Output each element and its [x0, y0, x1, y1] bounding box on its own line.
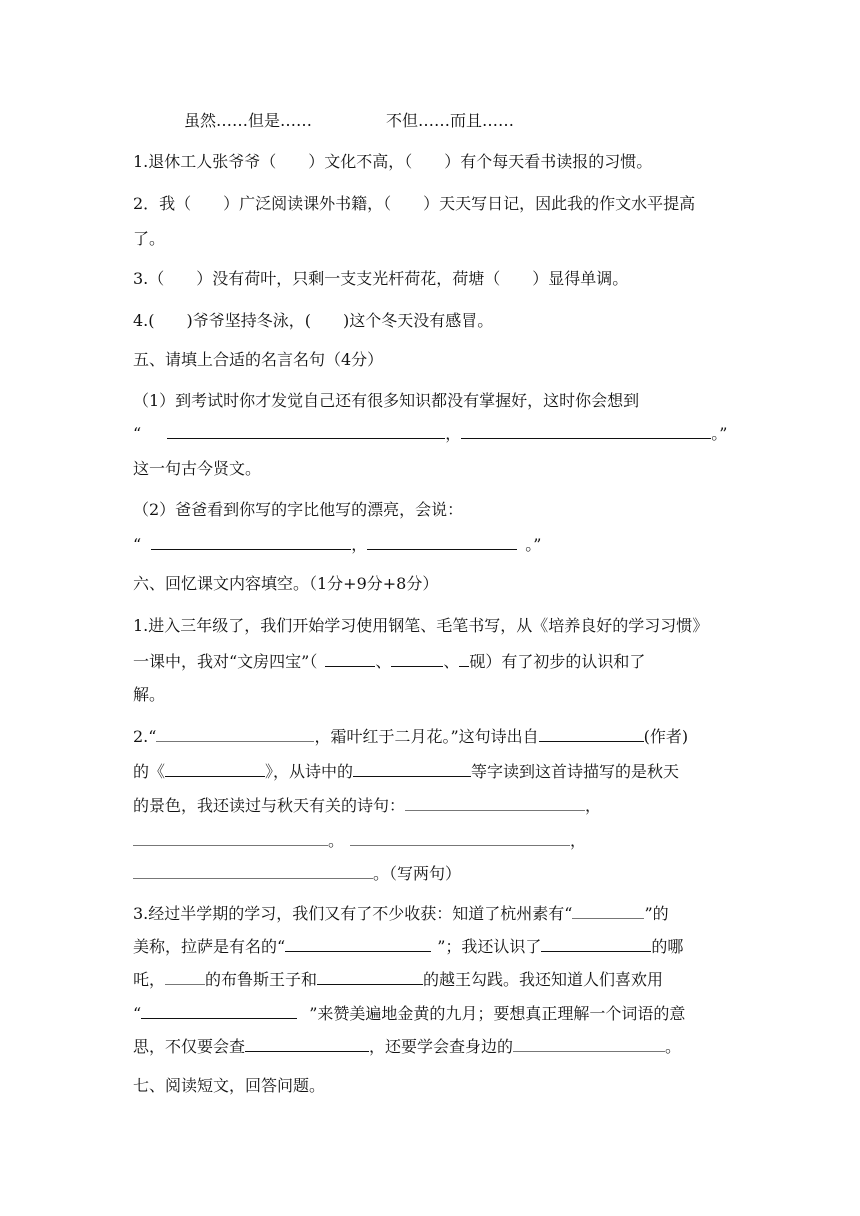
answer-blank[interactable] [133, 862, 373, 879]
answer-blank[interactable] [539, 725, 644, 742]
sec6-item2-line2: 的《 》，从诗中的 等字读到这首诗描写的是秋天 [133, 762, 680, 781]
sec6-item2-line4: 。 ， [133, 829, 586, 852]
conjunction-option-2: 不但……而且…… [386, 111, 515, 130]
answer-blank[interactable] [350, 829, 570, 846]
sec5-p2-answer-line: “ ， 。” [133, 535, 542, 554]
sec6-item3-line1: 3.经过半学期的学习，我们又有了不少收获：知道了杭州素有“ ”的 [133, 904, 669, 923]
answer-blank[interactable] [513, 1035, 665, 1052]
answer-blank[interactable] [245, 1035, 369, 1052]
section-5-title: 五、请填上合适的名言名句（4分） [133, 350, 384, 369]
conjunction-options [184, 110, 514, 132]
sec6-item2-line3: 的景色，我还读过与秋天有关的诗句： ， [133, 796, 602, 815]
sec6-item3-line4: “ ”来赞美遍地金黄的九月；要想真正理解一个词语的意 [133, 1004, 686, 1023]
answer-blank[interactable] [325, 650, 375, 667]
answer-blank[interactable] [572, 902, 644, 919]
answer-blank[interactable] [165, 760, 265, 777]
question-1: 1.退休工人张爷爷（ ）文化不高，（ ）有个每天看书读报的习惯。 [133, 152, 653, 171]
answer-blank[interactable] [165, 968, 205, 985]
answer-blank[interactable] [367, 533, 517, 550]
sec6-item2-line5: 。（写两句） [133, 862, 461, 885]
sec5-p2-prompt: （2）爸爸看到你写的字比他写的漂亮，会说： [133, 500, 464, 519]
answer-blank[interactable] [133, 829, 328, 846]
conjunction-option-1: 虽然……但是…… [184, 111, 313, 130]
answer-blank[interactable] [141, 1002, 297, 1019]
answer-blank[interactable] [151, 533, 351, 550]
answer-blank[interactable] [156, 725, 314, 742]
sec6-item1-line3: 解。 [133, 685, 166, 704]
answer-blank[interactable] [541, 935, 651, 952]
question-3: 3.（ ）没有荷叶，只剩一支支光杆荷花，荷塘（ ）显得单调。 [133, 269, 629, 288]
sec5-p1-prompt: （1）到考试时你才发觉自己还有很多知识都没有掌握好，这时你会想到 [133, 391, 640, 410]
sec6-item2-line1: 2.“ ，霜叶红于二月花。”这句诗出自 (作者) [133, 727, 689, 746]
section-6-title: 六、回忆课文内容填空。（1分+9分+8分） [133, 574, 439, 593]
answer-blank[interactable] [405, 794, 585, 811]
answer-blank[interactable] [285, 935, 431, 952]
answer-blank[interactable] [391, 650, 443, 667]
answer-blank[interactable] [459, 650, 469, 667]
answer-blank[interactable] [461, 422, 711, 439]
sec5-p1-answer-line: “ ， 。” [133, 424, 728, 443]
section-7-title: 七、阅读短文，回答问题。 [133, 1076, 326, 1095]
question-2-line1: 2．我（ ）广泛阅读课外书籍，（ ）天天写日记，因此我的作文水平提高 [133, 194, 696, 213]
answer-blank[interactable] [167, 422, 445, 439]
question-2-line2: 了。 [133, 229, 166, 248]
sec6-item1-line2: 一课中，我对“文房四宝”（ 、 、 砚）有了初步的认识和了 [133, 652, 646, 671]
question-4: 4.( )爷爷坚持冬泳，( )这个冬天没有感冒。 [133, 311, 494, 330]
answer-blank[interactable] [317, 968, 423, 985]
sec6-item1-line1: 1.进入三年级了，我们开始学习使用钢笔、毛笔书写，从《培养良好的学习习惯》 [133, 616, 709, 635]
sec6-item3-line2: 美称，拉萨是有名的“ ”；我还认识了 的哪 [133, 937, 684, 956]
sec6-item3-line5: 思，不仅要会查 ，还要学会查身边的 。 [133, 1037, 682, 1056]
sec5-p1-tail: 这一句古今贤文。 [133, 459, 262, 478]
sec6-item3-line3: 吒， 的布鲁斯王子和 的越王勾践。我还知道人们喜欢用 [133, 970, 664, 989]
answer-blank[interactable] [353, 760, 471, 777]
